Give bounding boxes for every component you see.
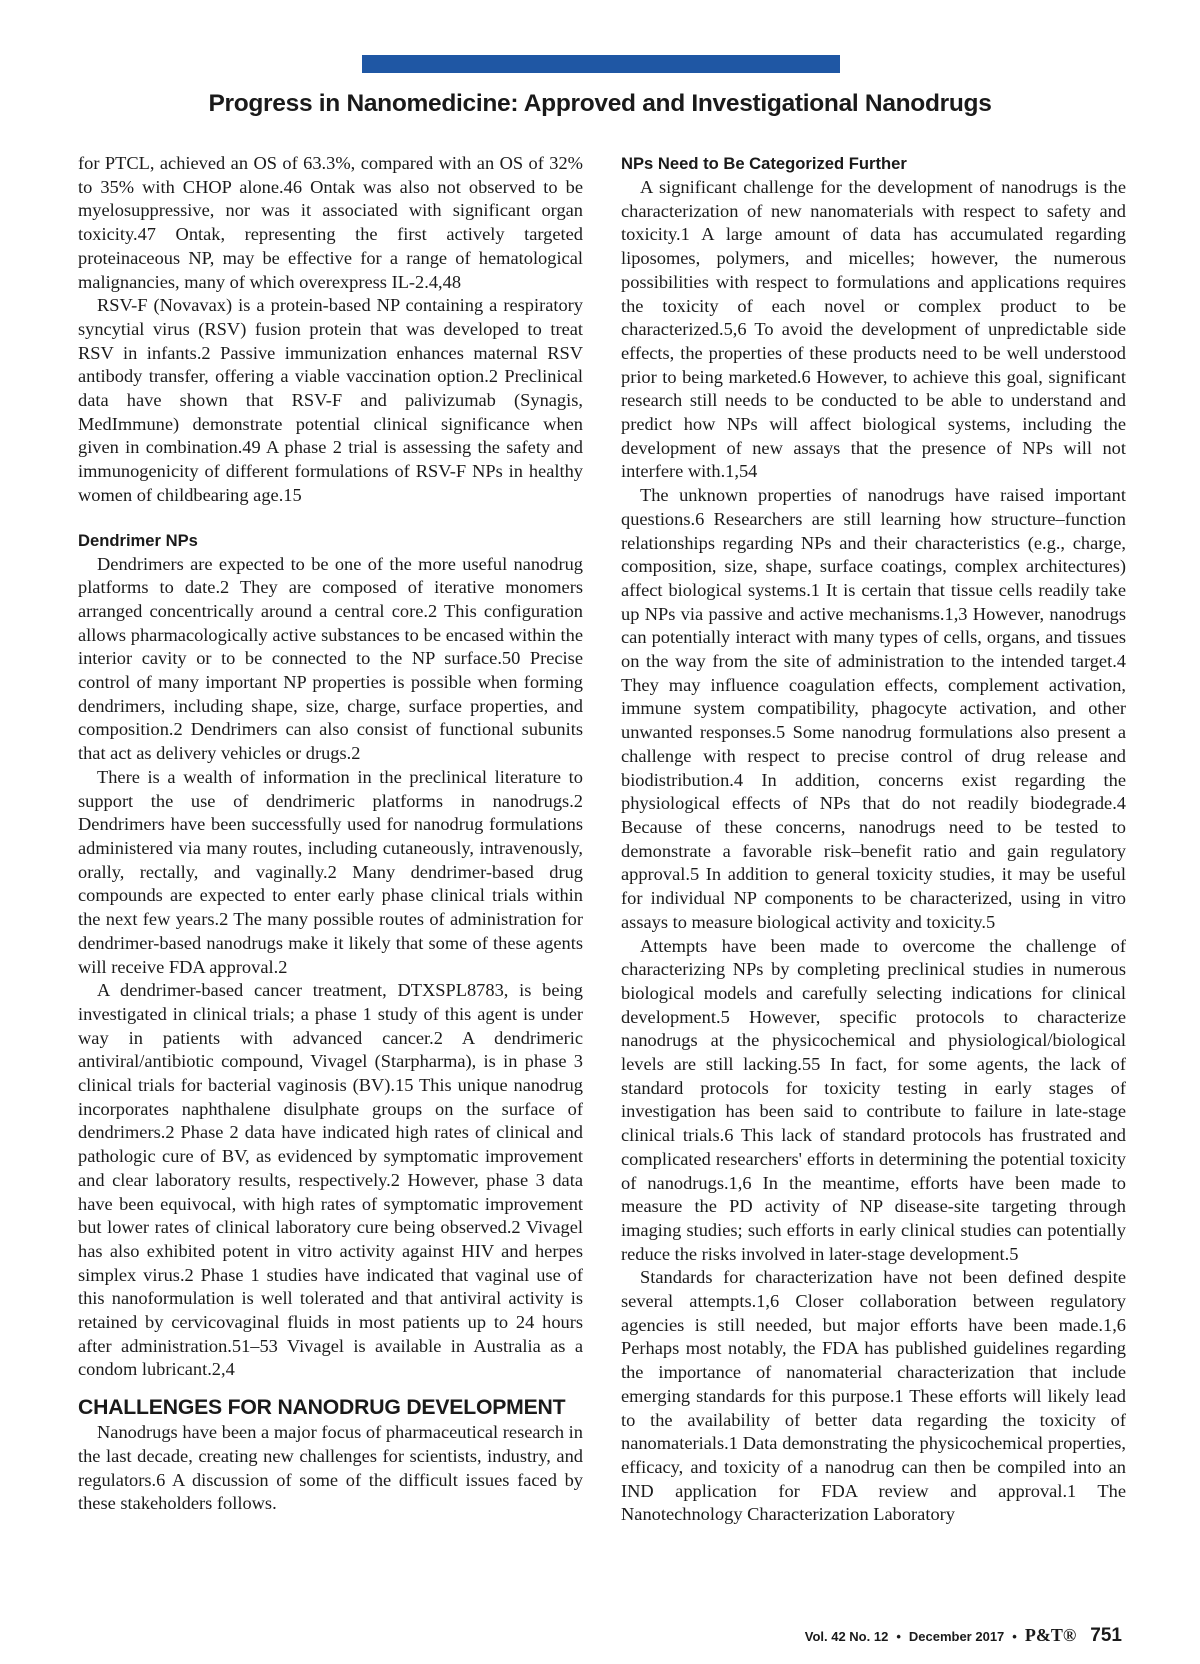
paragraph: A significant challenge for the development of nanodrugs is the characterization of new nanomaterials with respect to safety and toxicity.1 A large amount of data has accumulated regarding liposomes, polymers, and micelles; however, the numerous possibilities with respect to formulations and applications requires the toxicity of each novel or complex product to be characterized.5,6 To avoid the development of unpredictable side effects, the properties of these products need to be well understood prior to being marketed.6 However, to achieve this goal, significant research still needs to be conducted to be able to understand and predict how NPs will affect biological systems, including the development of new assays that the presence of NPs will not interfere with.1,54: [621, 177, 1126, 482]
paragraph: for PTCL, achieved an OS of 63.3%, compared with an OS of 32% to 35% with CHOP alone.46 Ontak was also not observed to be myelosuppressive, nor was it associated with significant organ toxicity.47 Ontak, representing the first actively targeted proteinaceous NP, may be effective for a range of hematological malignancies, many of which overexpress IL-2.4,48: [78, 153, 583, 292]
issue-date: December 2017: [908, 1629, 1005, 1644]
paragraph: Attempts have been made to overcome the challenge of characterizing NPs by completing preclinical studies in numerous biological models and carefully selecting indications for clinical development.5 However, specific protocols to characterize nanodrugs at the physicochemical and physiological/biological levels are still lacking.55 In fact, for some agents, the lack of standard protocols for toxicity testing in early stages of investigation has been said to contribute to failure in late-stage clinical trials.6 This lack of standard protocols has frustrated and complicated researchers' efforts in determining the potential toxicity of nanodrugs.1,6 In the meantime, efforts have been made to measure the PD activity of NP disease-site targeting through imaging studies; such efforts in early clinical studies can potentially reduce the risks involved in later-stage development.5: [621, 935, 1126, 1264]
section-heading-dendrimer: Dendrimer NPs: [78, 530, 198, 550]
section-heading-challenges: CHALLENGES FOR NANODRUG DEVELOPMENT: [78, 1396, 566, 1420]
paragraph: There is a wealth of information in the preclinical literature to support the use of dendrimeric platforms in nanodrugs.2 Dendrimers have been successfully used for nanodrug formulations administered via many routes, including cutaneously, intravenously, orally, rectally, and vaginally.2 Many dendrimer-based drug compounds are expected to enter early phase clinical trials within the next few years.2 The many possible routes of administration for dendrimer-based nanodrugs make it likely that some of these agents will receive FDA approval.2: [78, 766, 583, 977]
volume-issue: Vol. 42 No. 12: [804, 1629, 889, 1644]
footer-separator: •: [1012, 1629, 1017, 1644]
paragraph: Dendrimers are expected to be one of the more useful nanodrug platforms to date.2 They are composed of iterative monomers arranged concentrically around a central core.2 This configuration allows pharmacologically active substances to be encased within the interior cavity or to be connected to the NP surface.50 Precise control of many important NP properties is possible when forming dendrimers, including shape, size, charge, surface properties, and composition.2 Dendrimers can also consist of functional subunits that act as delivery vehicles or drugs.2: [78, 553, 583, 764]
header-accent-bar: [362, 55, 840, 73]
right-column: [621, 152, 1126, 1527]
paragraph: A dendrimer-based cancer treatment, DTXSPL8783, is being investigated in clinical trials; a phase 1 study of this agent is under way in patients with advanced cancer.2 A dendrimeric antiviral/antibiotic compound, Vivagel (Starpharma), is in phase 3 clinical trials for bacterial vaginosis (BV).15 This unique nanodrug incorporates naphthalene disulphate groups on the surface of dendrimers.2 Phase 2 data have indicated high rates of clinical and pathologic cure of BV, as evidenced by symptomatic improvement and clear laboratory results, respectively.2 However, phase 3 data have been equivocal, with high rates of symptomatic improvement but lower rates of clinical laboratory cure being observed.2 Vivagel has also exhibited potent in vitro activity against HIV and herpes simplex virus.2 Phase 1 studies have indicated that vaginal use of this nanoformulation is well tolerated and that antiviral activity is retained by cervicovaginal fluids in most patients up to 24 hours after administration.51–53 Vivagel is available in Australia as a condom lubricant.2,4: [78, 980, 583, 1380]
paragraph: The unknown properties of nanodrugs have raised important questions.6 Researchers are still learning how structure–function relationships regarding NPs and their characteristics (e.g., charge, composition, size, shape, surface coatings, complex architectures) affect biological systems.1 It is certain that tissue cells readily take up NPs via passive and active mechanisms.1,3 However, nanodrugs can potentially interact with many types of cells, organs, and tissues on the way from the site of administration to the intended target.4 They may influence coagulation effects, complement activation, immune system compatibility, phagocyte activation, and other unwanted responses.5 Some nanodrug formulations also present a challenge with respect to precise control of drug release and biodistribution.4 In addition, concerns exist regarding the physiological effects of NPs that do not readily biodegrade.4 Because of these concerns, nanodrugs need to be tested to demonstrate a favorable risk–benefit ratio and gain regulatory approval.5 In addition to general toxicity studies, it may be useful for individual NP components to be characterized, using in vitro assays to measure biological activity and toxicity.5: [621, 485, 1126, 932]
running-title: Progress in Nanomedicine: Approved and Investigational Nanodrugs: [208, 90, 992, 117]
paragraph: Nanodrugs have been a major focus of pharmaceutical research in the last decade, creating new challenges for scientists, industry, and regulators.6 A discussion of some of the difficult issues faced by these stakeholders follows.: [78, 1422, 583, 1514]
page-footer: [805, 1625, 1122, 1647]
section-gap: [78, 1382, 583, 1395]
page-number: 751: [1090, 1625, 1122, 1646]
left-column: [78, 152, 583, 1516]
paragraph: RSV-F (Novavax) is a protein-based NP containing a respiratory syncytial virus (RSV) fusion protein that was developed to treat RSV in infants.2 Passive immunization enhances maternal RSV antibody transfer, offering a viable vaccination option.2 Preclinical data have shown that RSV-F and palivizumab (Synagis, MedImmune) demonstrate potential clinical significance when given in combination.49 A phase 2 trial is assessing the safety and immunogenicity of different formulations of RSV-F NPs in healthy women of childbearing age.15: [78, 295, 583, 505]
paragraph: Standards for characterization have not been defined despite several attempts.1,6 Closer collaboration between regulatory agencies is still needed, but major efforts have been made.1,6 Perhaps most notably, the FDA has published guidelines regarding the importance of nanomaterial characterization that include emerging standards for this purpose.1 These efforts will likely lead to the availability of better data regarding the toxicity of nanomaterials.1 Data demonstrating the physicochemical properties, efficacy, and toxicity of a nanodrug can then be compiled into an IND application for FDA review and approval.1 The Nanotechnology Characterization Laboratory: [621, 1267, 1126, 1525]
journal-name: P&T®: [1024, 1625, 1077, 1645]
section-gap: [78, 508, 583, 529]
section-heading-categorized: NPs Need to Be Categorized Further: [621, 154, 907, 173]
footer-separator: •: [896, 1629, 901, 1644]
